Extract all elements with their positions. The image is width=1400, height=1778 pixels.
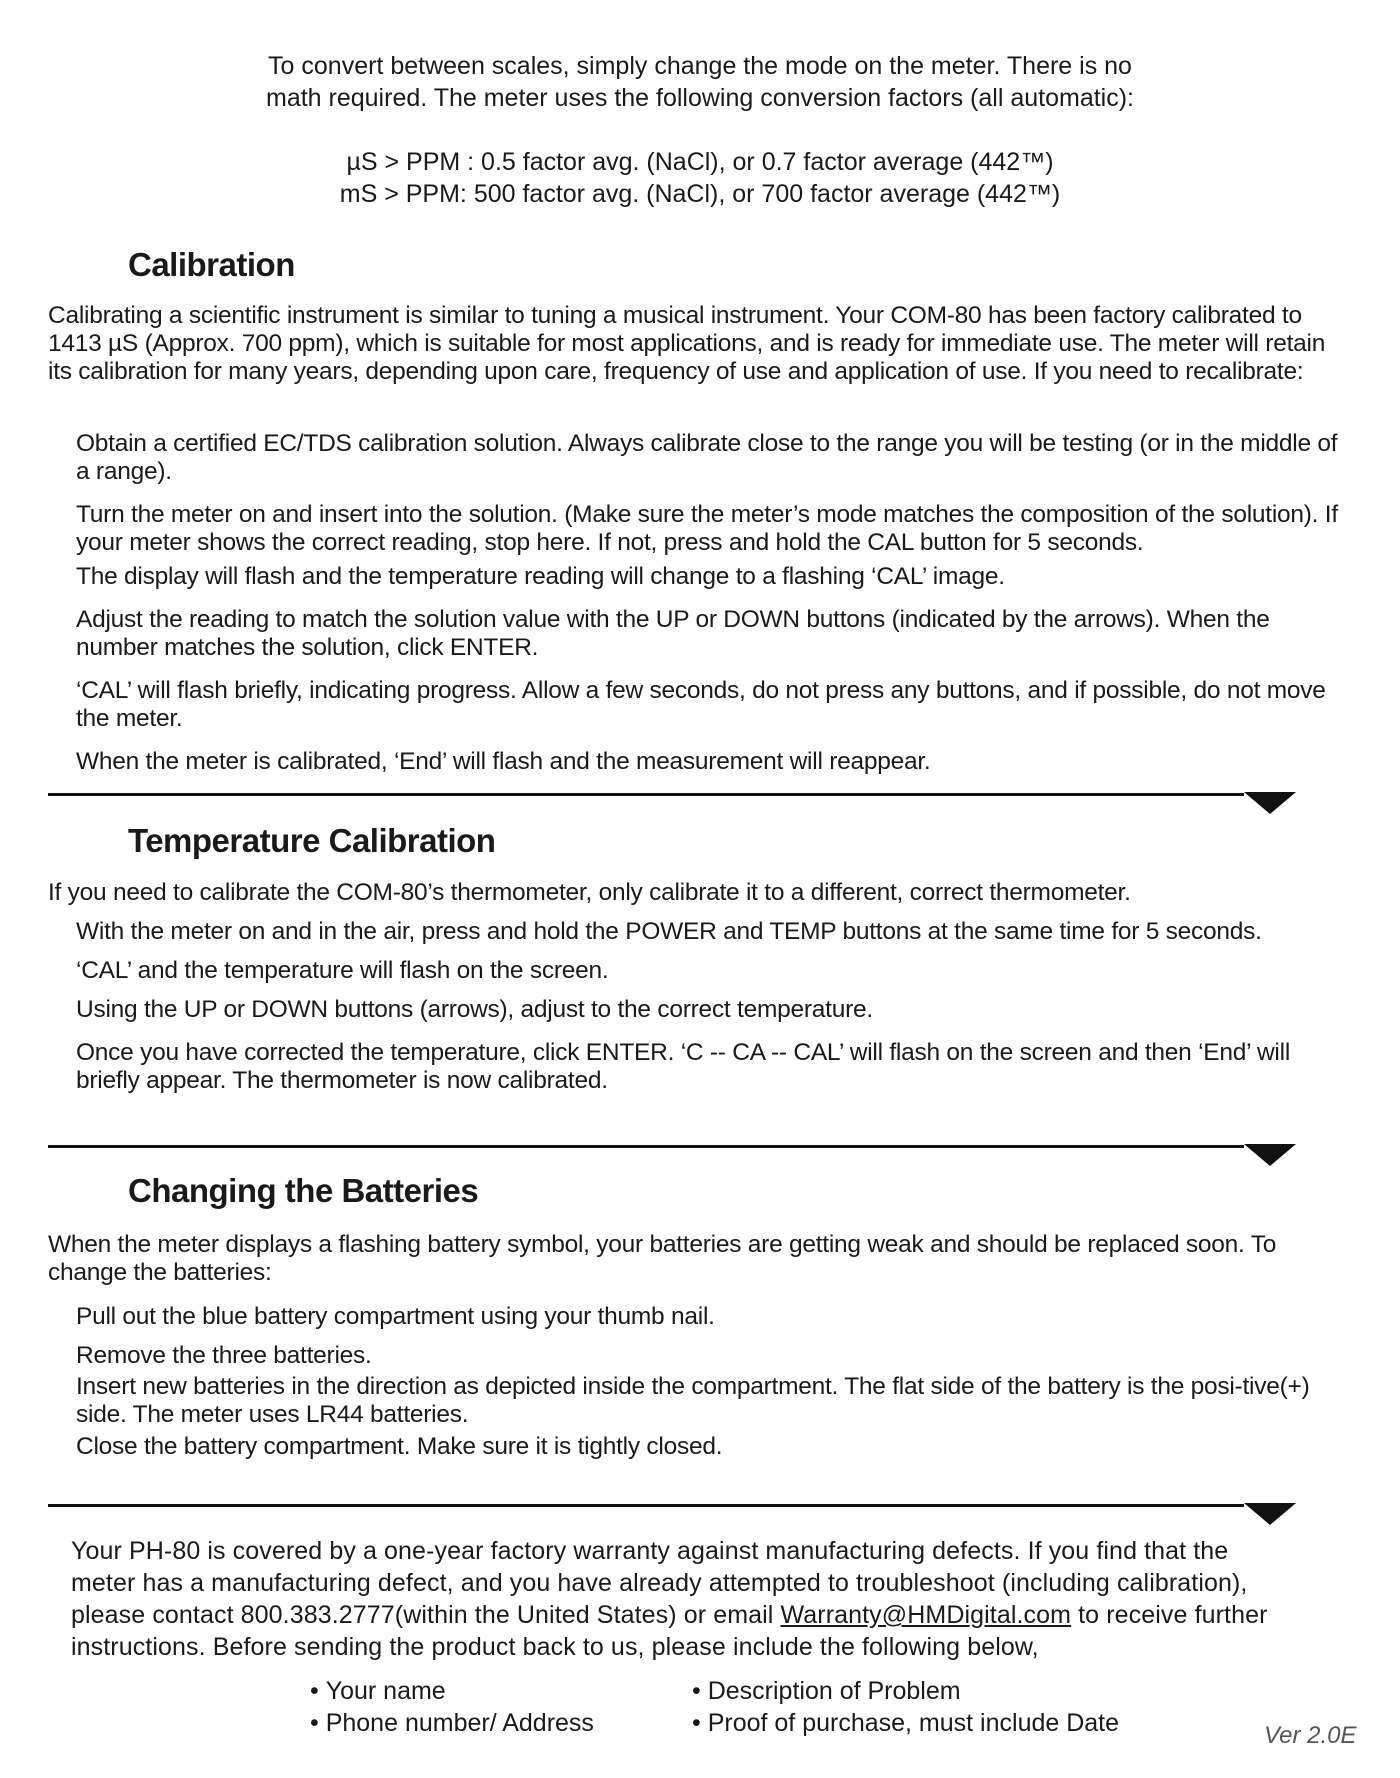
- calibration-step-2: Turn the meter on and insert into the solution. (Make sure the meter’s mode matches the composition of the solution). If your meter shows the correct reading, stop here. If not, press and hold the CAL button for 5 seconds.: [76, 501, 1338, 556]
- list-item: • Your name: [310, 1675, 594, 1707]
- calibration-step-6: When the meter is calibrated, ‘End’ will flash and the measurement will reappear.: [76, 748, 931, 775]
- batteries-step-3: Insert new batteries in the direction as depicted inside the compartment. The flat side of the battery is the posi-tive(+) side. The meter uses LR44 batteries.: [76, 1373, 1310, 1428]
- section-divider-2: [48, 1145, 1244, 1148]
- factor-line-1: µS > PPM : 0.5 factor avg. (NaCl), or 0.7 factor average (442™): [346, 148, 1054, 176]
- temperature-step-2: ‘CAL’ and the temperature will flash on the screen.: [76, 957, 609, 984]
- calibration-step-5: ‘CAL’ will flash briefly, indicating progress. Allow a few seconds, do not press any buttons, and if possible, do not move the meter.: [76, 677, 1326, 732]
- intro-line-2: math required. The meter uses the following conversion factors (all automatic):: [266, 84, 1134, 112]
- intro-line-1: To convert between scales, simply change the mode on the meter. There is no: [268, 52, 1132, 80]
- warranty-line-1: Your PH-80 is covered by a one-year factory warranty against manufacturing defects. If you find that the: [71, 1537, 1229, 1565]
- warranty-contact-end: to receive further: [1071, 1601, 1268, 1629]
- temperature-calibration-heading: Temperature Calibration: [128, 822, 496, 859]
- warranty-line-4: instructions. Before sending the product back to us, please include the following below,: [71, 1633, 1039, 1661]
- conversion-factors: [0, 146, 1400, 210]
- factor-line-2: mS > PPM: 500 factor avg. (NaCl), or 700 factor average (442™): [339, 180, 1061, 208]
- list-item: • Phone number/ Address: [310, 1707, 594, 1739]
- batteries-step-4: Close the battery compartment. Make sure it is tightly closed.: [76, 1433, 723, 1460]
- batteries-step-2: Remove the three batteries.: [76, 1342, 372, 1369]
- version-label: Ver 2.0E: [1264, 1722, 1357, 1749]
- temperature-step-1: With the meter on and in the air, press and hold the POWER and TEMP buttons at the same time for 5 seconds.: [76, 918, 1262, 945]
- calibration-step-3: The display will flash and the temperature reading will change to a flashing ‘CAL’ image.: [76, 563, 1005, 590]
- divider-arrow-icon: [1244, 1144, 1296, 1166]
- warranty-line-3: [71, 1599, 1361, 1631]
- calibration-intro: Calibrating a scientific instrument is similar to tuning a musical instrument. Your COM-80 has been factory calibrated to 1413 µS (Approx. 700 ppm), which is suitable for most applications, and is ready for immediate use. The meter will retain its calibration for many years, depending upon care, frequency of use and application of use. If you need to recalibrate:: [48, 302, 1326, 385]
- calibration-heading: Calibration: [128, 246, 295, 283]
- calibration-step-1: Obtain a certified EC/TDS calibration solution. Always calibrate close to the range you will be testing (or in the middle of a range).: [76, 430, 1338, 485]
- list-item: • Description of Problem: [692, 1675, 1119, 1707]
- section-divider-1: [48, 793, 1244, 796]
- divider-arrow-icon: [1244, 792, 1296, 814]
- section-divider-3: [48, 1504, 1244, 1507]
- warranty-email-link[interactable]: Warranty@HMDigital.com: [780, 1601, 1072, 1629]
- warranty-items-left: [310, 1675, 594, 1739]
- calibration-step-4: Adjust the reading to match the solution value with the UP or DOWN buttons (indicated by the arrows). When the number matches the solution, click ENTER.: [76, 606, 1270, 661]
- list-item: • Proof of purchase, must include Date: [692, 1707, 1119, 1739]
- batteries-intro: When the meter displays a flashing battery symbol, your batteries are getting weak and should be replaced soon. To change the batteries:: [48, 1231, 1277, 1286]
- warranty-items-right: [692, 1675, 1119, 1739]
- divider-arrow-icon: [1244, 1503, 1296, 1525]
- warranty-text: [71, 1535, 1361, 1663]
- temperature-intro: If you need to calibrate the COM-80’s thermometer, only calibrate it to a different, correct thermometer.: [48, 879, 1131, 906]
- batteries-heading: Changing the Batteries: [128, 1172, 479, 1209]
- conversion-intro: [0, 50, 1400, 114]
- warranty-line-2: meter has a manufacturing defect, and you have already attempted to troubleshoot (including calibration),: [71, 1569, 1248, 1597]
- temperature-step-4: Once you have corrected the temperature, click ENTER. ‘C -- CA -- CAL’ will flash on the screen and then ‘End’ will briefly appear. The thermometer is now calibrated.: [76, 1039, 1291, 1094]
- warranty-contact: please contact 800.383.2777(within the United States) or email: [71, 1601, 781, 1629]
- temperature-step-3: Using the UP or DOWN buttons (arrows), adjust to the correct temperature.: [76, 996, 873, 1023]
- batteries-step-1: Pull out the blue battery compartment using your thumb nail.: [76, 1303, 715, 1330]
